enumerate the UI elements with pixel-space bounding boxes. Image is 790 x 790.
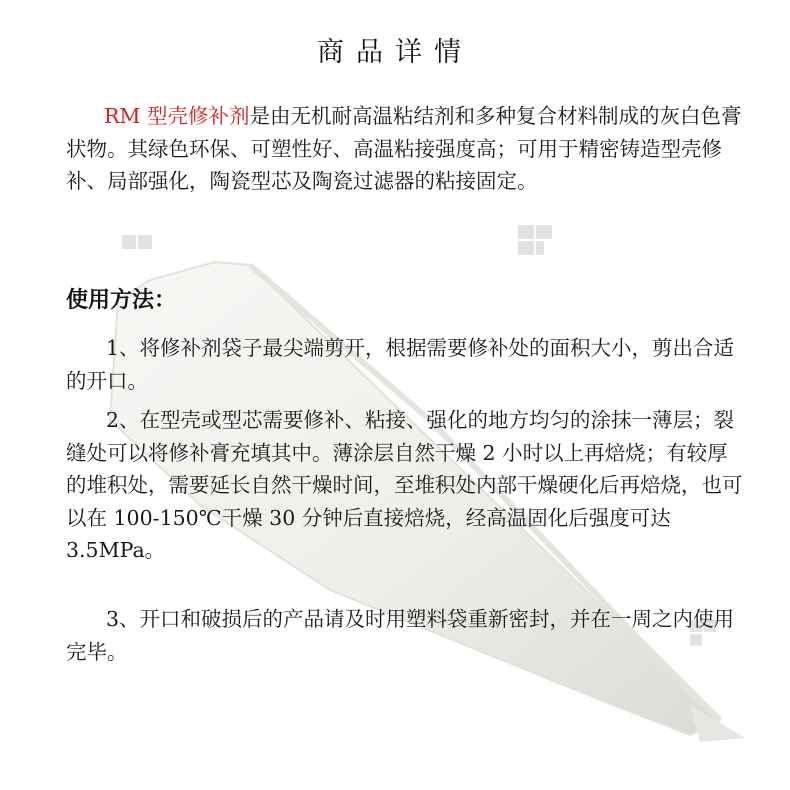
page-title: 商品详情 bbox=[317, 37, 473, 68]
description-text: 是由无机耐高温粘结剂和多种复合材料制成的灰白色膏状物。其绿色环保、可塑性好、高温粘接强度高；可用于精密铸造型壳修补、局部强化，陶瓷型芯及陶瓷过滤器的粘接固定。 bbox=[66, 104, 742, 193]
usage-step-1: 1、将修补剂袋子最尖端剪开，根据需要修补处的面积大小，剪出合适的开口。 bbox=[66, 336, 735, 393]
usage-step-2: 2、在型壳或型芯需要修补、粘接、强化的地方均匀的涂抹一薄层；裂缝处可以将修补膏充填其中。薄涂层自然干燥 2 小时以上再焙烧；有较厚的堆积处，需要延长自然干燥时间，至堆积处内部干燥硬化后再焙烧，也可以在 100-150℃干燥 30 分钟后直接焙烧，经高温固化后强度可达 3.5MPa。 bbox=[66, 408, 743, 562]
usage-step-3: 3、开口和破损后的产品请及时用塑料袋重新密封，并在一周之内使用完毕。 bbox=[66, 607, 735, 664]
product-description bbox=[66, 100, 746, 198]
usage-heading: 使用方法： bbox=[66, 288, 177, 313]
product-name: RM 型壳修补剂 bbox=[104, 104, 250, 128]
